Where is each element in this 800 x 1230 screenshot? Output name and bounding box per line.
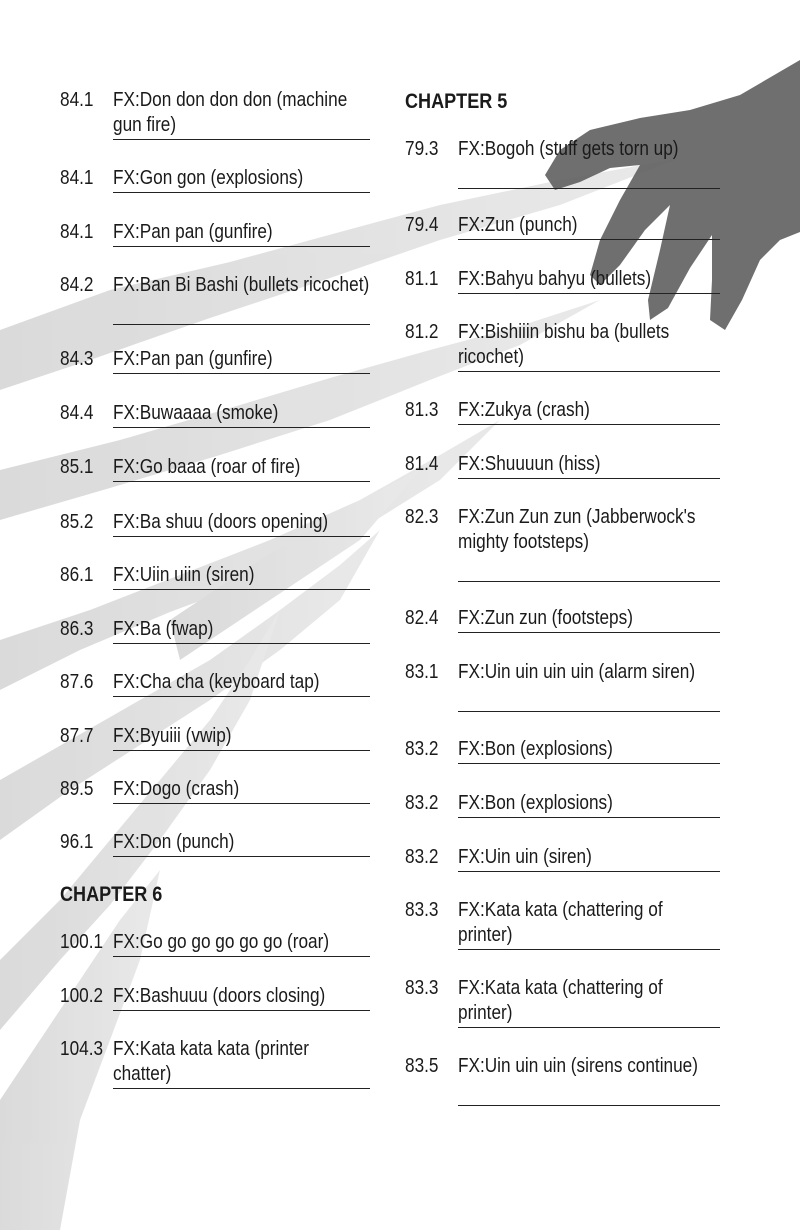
page-panel-number: 87.6 <box>60 671 94 693</box>
page-panel-number: 79.3 <box>405 138 439 160</box>
page-panel-number: 85.1 <box>60 456 94 478</box>
sound-effect-text: FX:Go go go go go go (roar) <box>113 931 330 953</box>
underline-rule <box>458 581 720 582</box>
underline-rule <box>113 1088 370 1089</box>
underline-rule <box>458 478 720 479</box>
underline-rule <box>113 956 370 957</box>
underline-rule <box>458 371 720 372</box>
underline-rule <box>113 750 370 751</box>
underline-rule <box>458 188 720 189</box>
page-panel-number: 84.2 <box>60 274 94 296</box>
underline-rule <box>458 763 720 764</box>
chapter-heading: CHAPTER 6 <box>60 883 163 906</box>
page-panel-number: 100.1 <box>60 931 104 953</box>
chapter-heading: CHAPTER 5 <box>405 90 508 113</box>
page-panel-number: 85.2 <box>60 511 94 533</box>
page-panel-number: 89.5 <box>60 778 94 800</box>
sound-effect-text: FX:Kata kata kata (printer chatter) <box>113 1038 309 1085</box>
sound-effect-text: FX:Shuuuun (hiss) <box>458 453 601 475</box>
page-panel-number: 83.2 <box>405 738 439 760</box>
underline-rule <box>458 293 720 294</box>
sound-effect-text: FX:Gon gon (explosions) <box>113 167 304 189</box>
page-panel-number: 83.2 <box>405 846 439 868</box>
page-panel-number: 83.5 <box>405 1055 439 1077</box>
underline-rule <box>113 696 370 697</box>
page-panel-number: 86.1 <box>60 564 94 586</box>
underline-rule <box>458 711 720 712</box>
underline-rule <box>458 632 720 633</box>
underline-rule <box>458 1105 720 1106</box>
sound-effect-text: FX:Kata kata (chattering of printer) <box>458 899 663 946</box>
sound-effect-text: FX:Bon (explosions) <box>458 792 613 814</box>
underline-rule <box>458 1027 720 1028</box>
sound-effect-text: FX:Zukya (crash) <box>458 399 590 421</box>
underline-rule <box>458 424 720 425</box>
underline-rule <box>113 589 370 590</box>
page-panel-number: 100.2 <box>60 985 104 1007</box>
page-panel-number: 84.3 <box>60 348 94 370</box>
page-panel-number: 81.4 <box>405 453 439 475</box>
sound-effect-text: FX:Dogo (crash) <box>113 778 240 800</box>
sound-effect-text: FX:Zun Zun zun (Jabberwock's mighty footsteps) <box>458 506 696 553</box>
underline-rule <box>113 246 370 247</box>
page-panel-number: 83.2 <box>405 792 439 814</box>
page-panel-number: 84.1 <box>60 221 94 243</box>
page-panel-number: 81.2 <box>405 321 439 343</box>
sound-effect-text: FX:Bahyu bahyu (bullets) <box>458 268 652 290</box>
sound-effect-text: FX:Ba (fwap) <box>113 618 214 640</box>
page-panel-number: 79.4 <box>405 214 439 236</box>
underline-rule <box>113 803 370 804</box>
sound-effect-text: FX:Bogoh (stuff gets torn up) <box>458 138 679 160</box>
page-panel-number: 82.3 <box>405 506 439 528</box>
underline-rule <box>458 949 720 950</box>
page-panel-number: 81.3 <box>405 399 439 421</box>
page-panel-number: 87.7 <box>60 725 94 747</box>
page-panel-number: 83.1 <box>405 661 439 683</box>
sound-effect-text: FX:Pan pan (gunfire) <box>113 348 273 370</box>
sound-effect-text: FX:Bishiiin bishu ba (bullets ricochet) <box>458 321 670 368</box>
sound-effect-text: FX:Don don don don (machine gun fire) <box>113 89 348 136</box>
page-panel-number: 84.4 <box>60 402 94 424</box>
sound-effect-text: FX:Uin uin (siren) <box>458 846 592 868</box>
underline-rule <box>113 856 370 857</box>
sound-effect-text: FX:Go baaa (roar of fire) <box>113 456 301 478</box>
underline-rule <box>113 324 370 325</box>
underline-rule <box>113 481 370 482</box>
underline-rule <box>113 192 370 193</box>
sound-effect-text: FX:Bashuuu (doors closing) <box>113 985 326 1007</box>
sound-effect-text: FX:Uiin uiin (siren) <box>113 564 255 586</box>
page-panel-number: 81.1 <box>405 268 439 290</box>
sound-effect-text: FX:Uin uin uin uin (alarm siren) <box>458 661 696 683</box>
sound-effect-text: FX:Buwaaaa (smoke) <box>113 402 279 424</box>
sound-effect-text: FX:Bon (explosions) <box>458 738 613 760</box>
sound-effect-text: FX:Byuiii (vwip) <box>113 725 232 747</box>
page-panel-number: 83.3 <box>405 977 439 999</box>
sound-effect-text: FX:Pan pan (gunfire) <box>113 221 273 243</box>
underline-rule <box>458 239 720 240</box>
page-panel-number: 84.1 <box>60 89 94 111</box>
sound-effect-text: FX:Cha cha (keyboard tap) <box>113 671 320 693</box>
page-panel-number: 82.4 <box>405 607 439 629</box>
underline-rule <box>113 643 370 644</box>
underline-rule <box>113 427 370 428</box>
sound-effect-text: FX:Zun (punch) <box>458 214 578 236</box>
underline-rule <box>458 817 720 818</box>
sound-effect-text: FX:Ba shuu (doors opening) <box>113 511 329 533</box>
sound-effect-text: FX:Don (punch) <box>113 831 235 853</box>
underline-rule <box>113 139 370 140</box>
page-panel-number: 96.1 <box>60 831 94 853</box>
sound-effect-text: FX:Ban Bi Bashi (bullets ricochet) <box>113 274 370 296</box>
underline-rule <box>113 373 370 374</box>
underline-rule <box>113 1010 370 1011</box>
sound-effect-text: FX:Kata kata (chattering of printer) <box>458 977 663 1024</box>
underline-rule <box>458 871 720 872</box>
page-panel-number: 84.1 <box>60 167 94 189</box>
underline-rule <box>113 536 370 537</box>
page-panel-number: 104.3 <box>60 1038 104 1060</box>
sound-effect-text: FX:Uin uin uin (sirens continue) <box>458 1055 698 1077</box>
page-panel-number: 83.3 <box>405 899 439 921</box>
page-panel-number: 86.3 <box>60 618 94 640</box>
sound-effect-text: FX:Zun zun (footsteps) <box>458 607 633 629</box>
